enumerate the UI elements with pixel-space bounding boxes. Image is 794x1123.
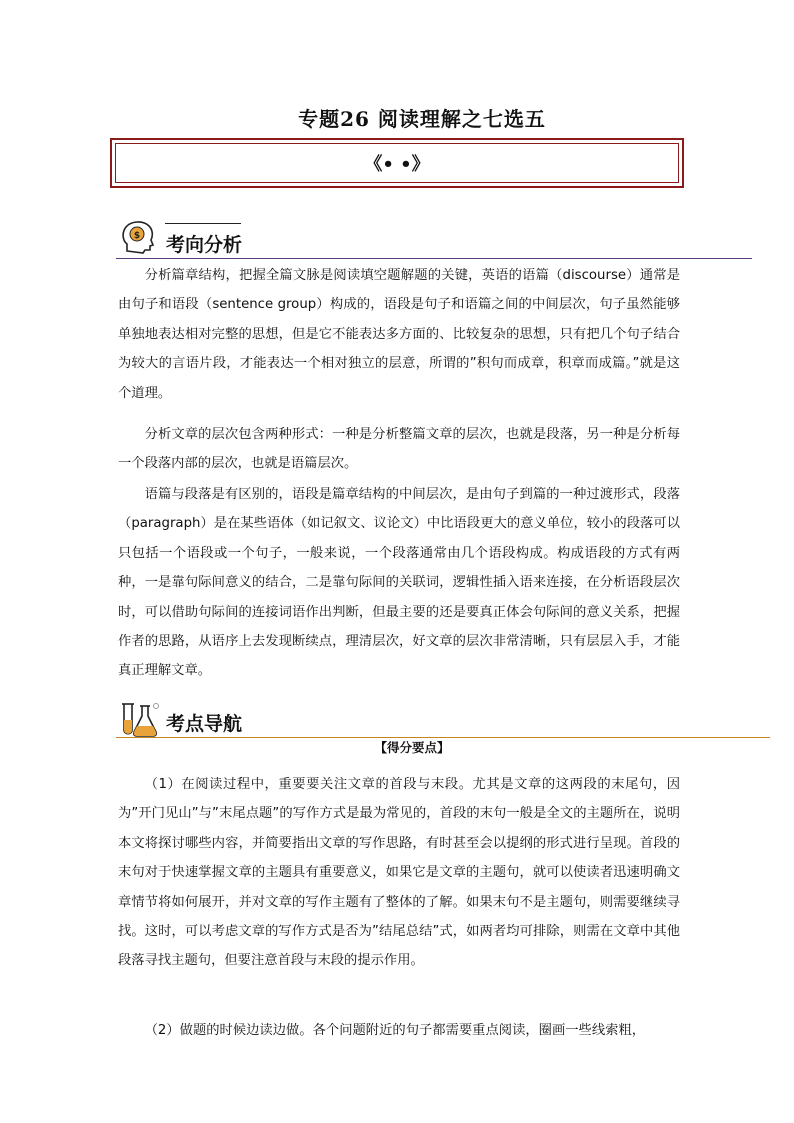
- document-title: 专题26 阅读理解之七选五: [298, 107, 546, 131]
- flask-icon: [118, 700, 162, 738]
- head-brain-icon: [119, 218, 157, 256]
- section1-paragraph-1: 分析篇章结构，把握全篇文脉是阅读填空题解题的关键，英语的语篇（discourse）通常是由句子和语段（sentence group）构成的，语段是句子和语篇之间的中间层次，句子虽然能够单独地表达相对完整的思想，但是它不能表达多方面的、比较复杂的思想，只有把几个句子结合为较大的言语片段，才能表达一个相对独立的层意，所谓的”积句而成章，积章而成篇。”就是这个道理。: [118, 268, 680, 401]
- section2-heading: 考点导航: [166, 713, 243, 735]
- section1-top-rule: [165, 223, 241, 224]
- section1-paragraph-2: 分析文章的层次包含两种形式：一种是分析整篇文章的层次，也就是段落，另一种是分析每一个段落内部的层次，也就是语篇层次。: [118, 427, 680, 472]
- section1-rule: [116, 258, 752, 259]
- section1-paragraph-3: 语篇与段落是有区别的，语段是篇章结构的中间层次，是由句子到篇的一种过渡形式，段落（paragraph）是在某些语体（如记叙文、议论文）中比语段更大的意义单位，较小的段落可以只包括一个语段或一个句子，一般来说，一个段落通常由几个语段构成。构成语段的方式有两种，一是靠句际间意义的结合，二是靠句际间的关联词，逻辑性插入语来连接，在分析语段层次时，可以借助句际间的连接词语作出判断，但最主要的还是要真正体会句际间的意义关系，把握作者的思路，从语序上去发现断续点，理清层次，好文章的层次非常清晰，只有层层入手，才能真正理解文章。: [118, 487, 680, 679]
- section2-subheading: 【得分要点】: [374, 740, 450, 755]
- svg-text:$: $: [133, 231, 141, 241]
- section2-paragraph-2: （2）做题的时候边读边做。各个问题附近的句子都需要重点阅读，圈画一些线索粗，: [144, 1023, 646, 1038]
- section1-heading: 考向分析: [166, 234, 243, 256]
- subtitle-text: 《• •》: [364, 154, 430, 175]
- section2-paragraph-1: （1）在阅读过程中，重要要关注文章的首段与末段。尤其是文章的这两段的末尾句，因为”开门见山”与”末尾点题”的写作方式是最为常见的，首段的末句一般是全文的主题所在，说明本文将探讨哪些内容，并简要指出文章的写作思路，有时甚至会以提纲的形式进行呈现。首段的末句对于快速掌握文章的主题具有重要意义，如果它是文章的主题句，就可以使读者迅速明确文章情节将如何展开，并对文章的写作主题有了整体的了解。如果末句不是主题句，则需要继续寻找。这时，可以考虑文章的写作方式是否为”结尾总结”式，如两者均可排除，则需在文章中其他段落寻找主题句，但要注意首段与末段的提示作用。: [118, 777, 680, 969]
- subtitle-frame: [110, 138, 684, 188]
